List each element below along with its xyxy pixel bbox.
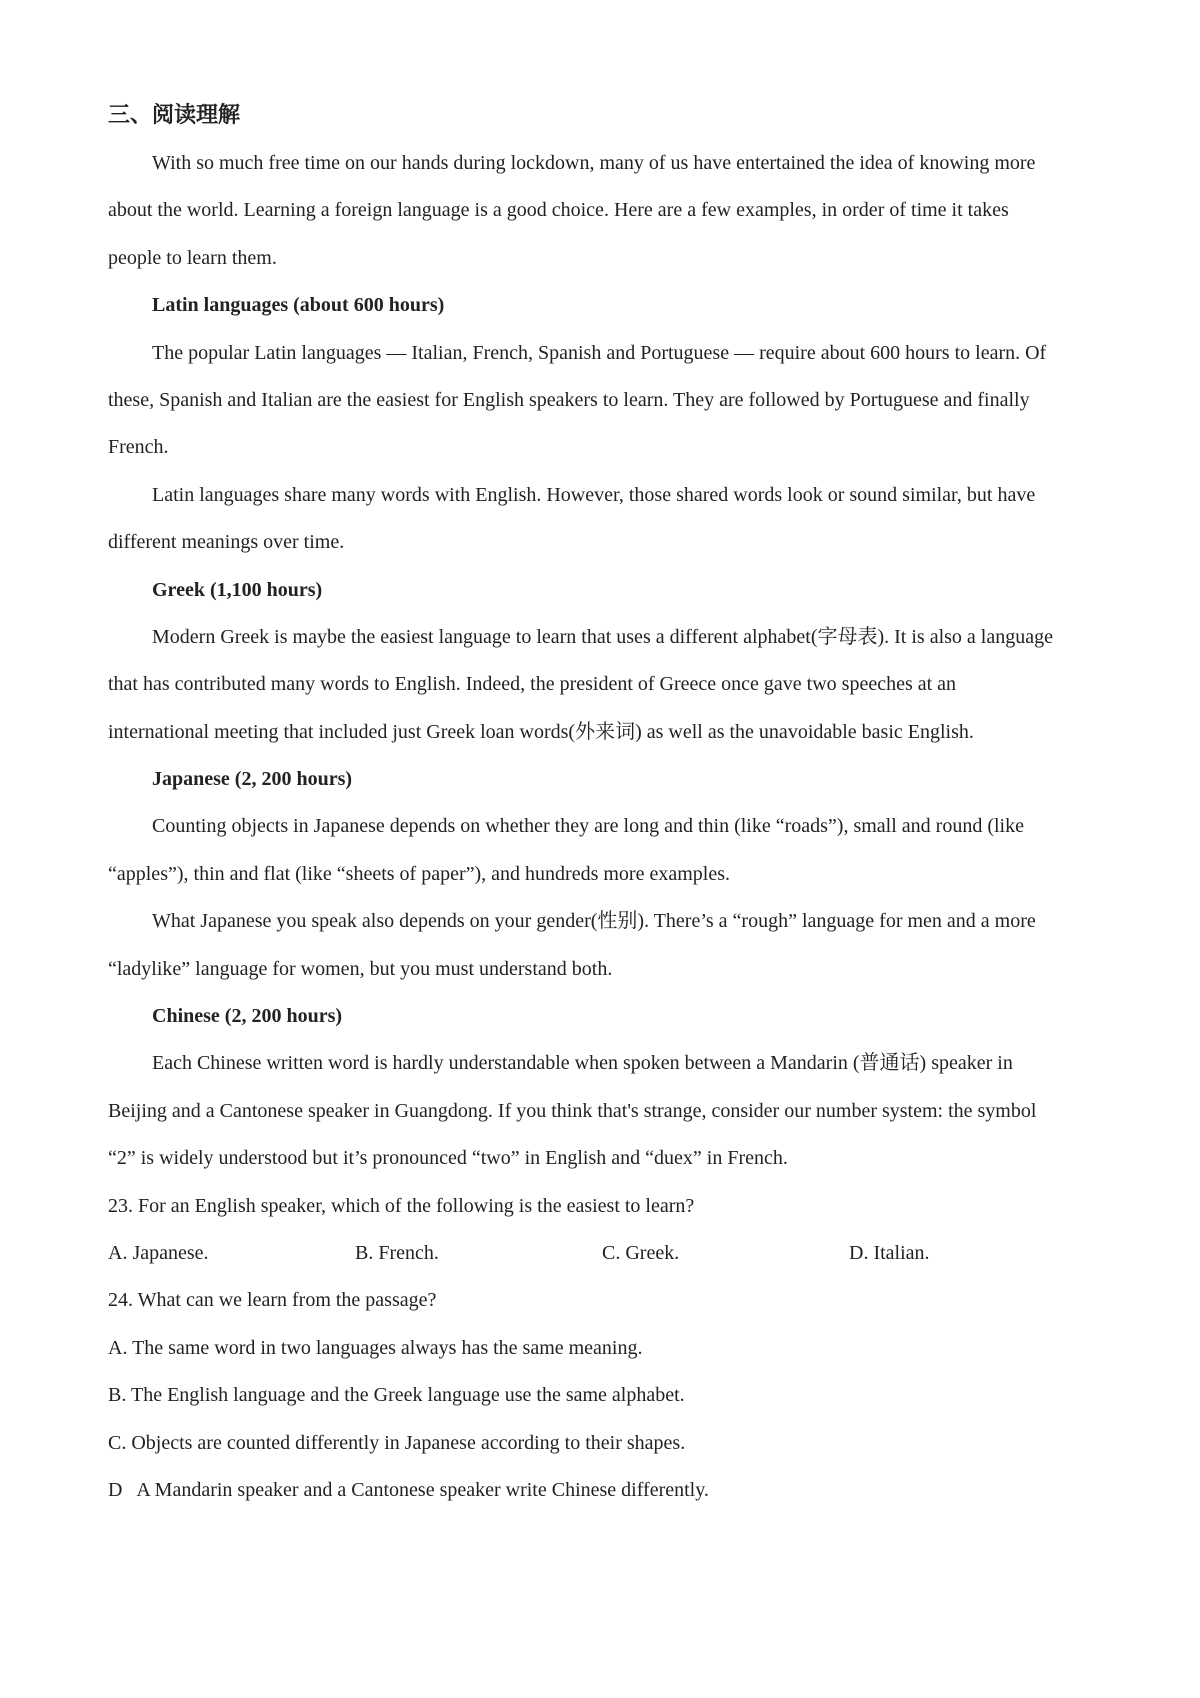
latin-p2-line: different meanings over time. xyxy=(108,531,345,554)
greek-p1-line: international meeting that included just Greek loan words(外来词) as well as the unavoidable basic English. xyxy=(108,720,974,743)
latin-p2-line: Latin languages share many words with English. However, those shared words look or sound similar, but have xyxy=(152,483,1036,506)
latin-p1-line: these, Spanish and Italian are the easiest for English speakers to learn. They are followed by Portuguese and finally xyxy=(108,388,1030,411)
question-24: 24. What can we learn from the passage? xyxy=(108,1289,437,1312)
greek-p1-line: that has contributed many words to English. Indeed, the president of Greece once gave two speeches at an xyxy=(108,673,957,696)
intro-line: people to learn them. xyxy=(108,246,277,269)
question-23: 23. For an English speaker, which of the following is the easiest to learn? xyxy=(108,1194,695,1217)
question-23-options xyxy=(108,1230,1098,1277)
japanese-p1-line: Counting objects in Japanese depends on whether they are long and thin (like “roads”), small and round (like xyxy=(152,815,1024,838)
greek-heading: Greek (1,100 hours) xyxy=(152,578,323,601)
latin-heading: Latin languages (about 600 hours) xyxy=(152,294,445,317)
intro-line: about the world. Learning a foreign language is a good choice. Here are a few examples, in order of time it takes xyxy=(108,199,1009,222)
intro-line: With so much free time on our hands during lockdown, many of us have entertained the idea of knowing more xyxy=(152,152,1036,174)
latin-p1-line: French. xyxy=(108,436,169,459)
option-b: B. French. xyxy=(355,1241,439,1264)
option-d: D. Italian. xyxy=(849,1241,930,1264)
chinese-p1-line: “2” is widely understood but it’s pronounced “two” in English and “duex” in French. xyxy=(108,1147,788,1170)
option-b: B. The English language and the Greek language use the same alphabet. xyxy=(108,1384,685,1407)
japanese-p2-line: “ladylike” language for women, but you must understand both. xyxy=(108,957,613,980)
option-c: C. Greek. xyxy=(602,1241,680,1264)
latin-p1-line: The popular Latin languages — Italian, French, Spanish and Portuguese — require about 600 hours to learn. Of xyxy=(152,341,1047,364)
greek-p1-line: Modern Greek is maybe the easiest language to learn that uses a different alphabet(字母表). It is also a language xyxy=(152,625,1053,648)
option-a: A. The same word in two languages always has the same meaning. xyxy=(108,1336,643,1359)
option-c: C. Objects are counted differently in Japanese according to their shapes. xyxy=(108,1431,686,1454)
japanese-p1-line: “apples”), thin and flat (like “sheets of paper”), and hundreds more examples. xyxy=(108,862,730,885)
section-title: 三、阅读理解 xyxy=(108,103,241,128)
chinese-p1-line: Beijing and a Cantonese speaker in Guangdong. If you think that's strange, consider our number system: the symbol xyxy=(108,1099,1037,1122)
chinese-p1-line: Each Chinese written word is hardly understandable when spoken between a Mandarin (普通话) speaker in xyxy=(152,1052,1013,1075)
japanese-p2-line: What Japanese you speak also depends on your gender(性别). There’s a “rough” language for men and a more xyxy=(152,910,1036,933)
reading-comprehension-page xyxy=(108,92,1098,1514)
option-a: A. Japanese. xyxy=(108,1241,209,1264)
option-d: D A Mandarin speaker and a Cantonese speaker write Chinese differently. xyxy=(108,1478,709,1501)
japanese-heading: Japanese (2, 200 hours) xyxy=(152,768,353,791)
chinese-heading: Chinese (2, 200 hours) xyxy=(152,1005,343,1028)
